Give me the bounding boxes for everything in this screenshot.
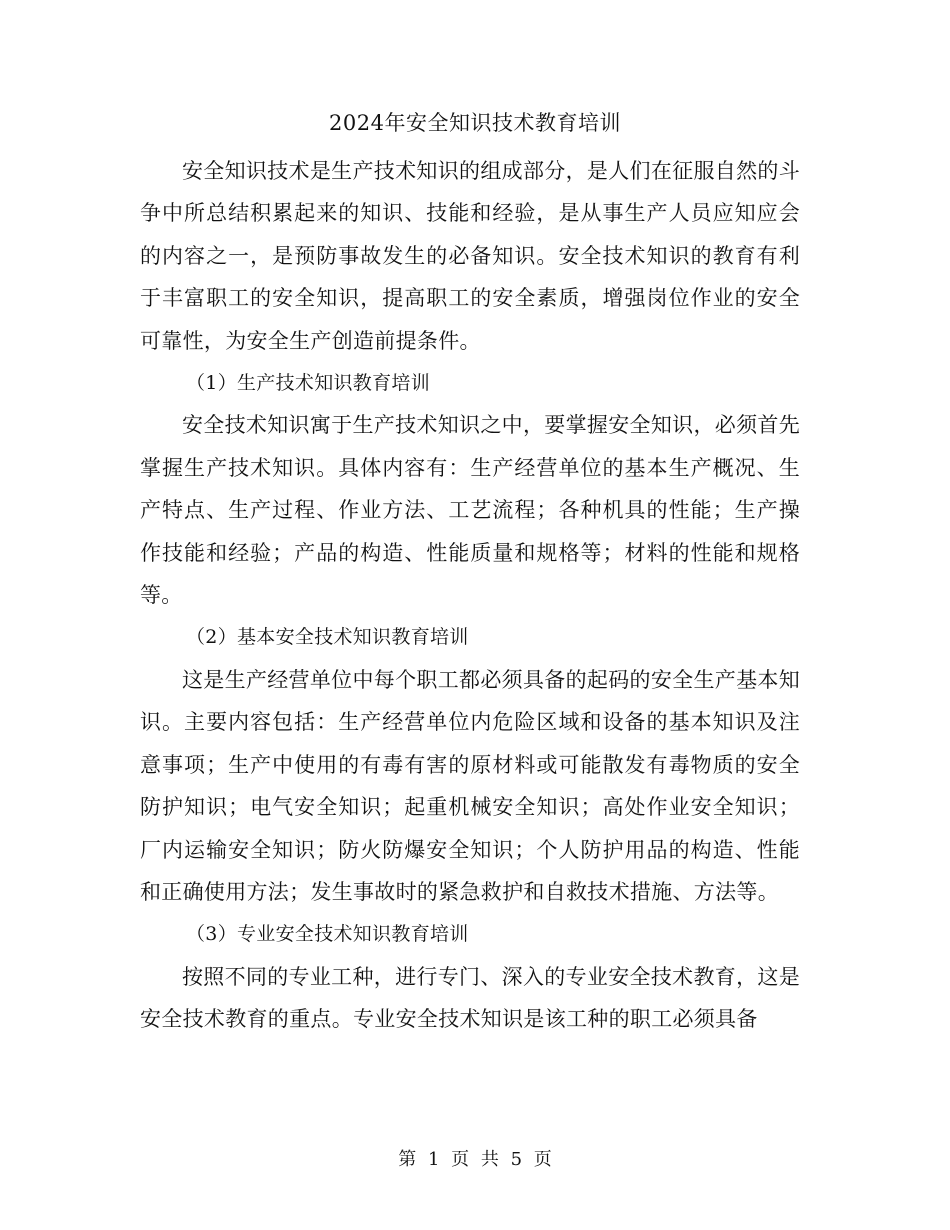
section-heading-2: （2）基本安全技术知识教育培训 — [186, 626, 469, 649]
section-heading-3: （3）专业安全技术知识教育培训 — [186, 923, 469, 946]
document-body — [140, 150, 800, 1041]
section-heading-1: （1）生产技术知识教育培训 — [186, 372, 430, 395]
paragraph-section-3: 按照不同的专业工种，进行专门、深入的专业安全技术教育，这是安全技术教育的重点。专业安全技术知识是该工种的职工必须具备 — [140, 964, 800, 1032]
page-number-footer: 第 1 页 共 5 页 — [398, 1149, 552, 1170]
paragraph-section-2: 这是生产经营单位中每个职工都必须具备的起码的安全生产基本知识。主要内容包括：生产经营单位内危险区域和设备的基本知识及注意事项；生产中使用的有毒有害的原材料或可能散发有毒物质的安全防护知识；电气安全知识；起重机械安全知识；高处作业安全知识；厂内运输安全知识；防火防爆安全知识；个人防护用品的构造、性能和正确使用方法；发生事故时的紧急救护和自救技术措施、方法等。 — [140, 667, 800, 904]
document-title: 2024年安全知识技术教育培训 — [329, 111, 621, 135]
paragraph-section-1: 安全技术知识寓于生产技术知识之中，要掌握安全知识，必须首先掌握生产技术知识。具体内容有：生产经营单位的基本生产概况、生产特点、生产过程、作业方法、工艺流程；各种机具的性能；生产操作技能和经验；产品的构造、性能质量和规格等；材料的性能和规格等。 — [140, 413, 800, 608]
paragraph-intro: 安全知识技术是生产技术知识的组成部分，是人们在征服自然的斗争中所总结积累起来的知识、技能和经验，是从事生产人员应知应会的内容之一，是预防事故发生的必备知识。安全技术知识的教育有利于丰富职工的安全知识，提高职工的安全素质，增强岗位作业的安全可靠性，为安全生产创造前提条件。 — [140, 159, 800, 353]
